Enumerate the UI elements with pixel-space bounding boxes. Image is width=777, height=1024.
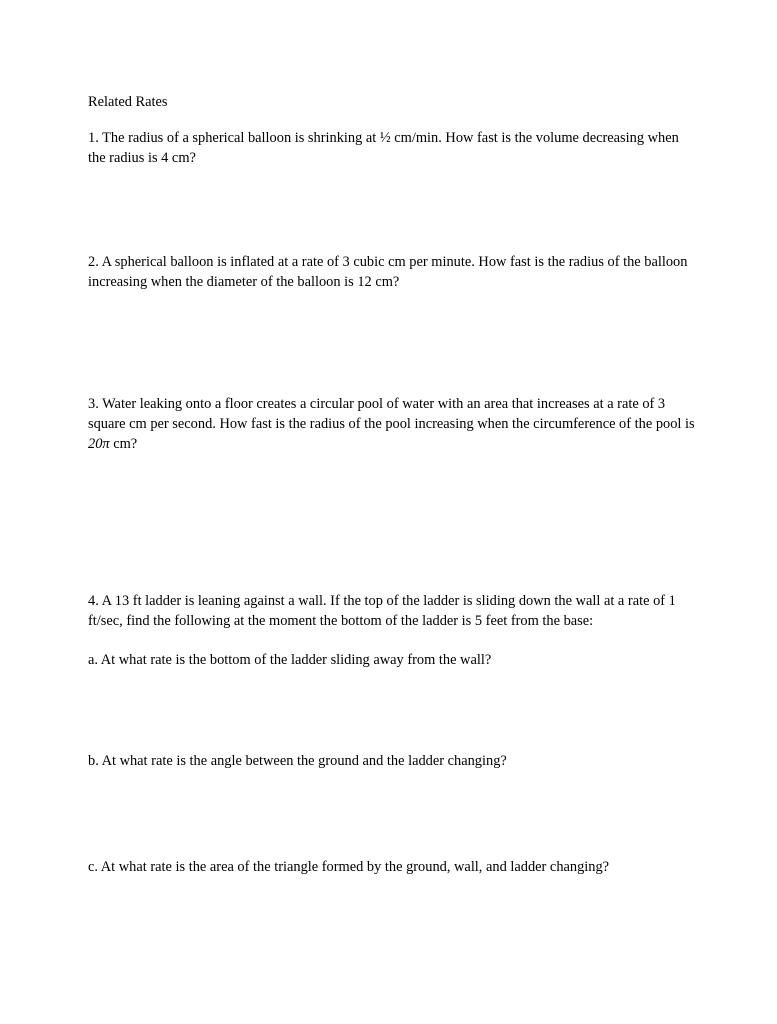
problem-4-part-b: b. At what rate is the angle between the ground and the ladder changing?: [88, 753, 507, 769]
document-title: Related Rates: [88, 94, 168, 110]
problem-3-text: 3. Water leaking onto a floor creates a circular pool of water with an area that increases at a rate of 3 square cm per second. How fast is the radius of the pool increasing when the circumference of the pool is: [88, 396, 695, 432]
problem-3-math: 20π: [88, 436, 110, 452]
problem-4-part-a: a. At what rate is the bottom of the ladder sliding away from the wall?: [88, 652, 492, 668]
problem-4: 4. A 13 ft ladder is leaning against a wall. If the top of the ladder is sliding down the wall at a rate of 1 ft/sec, find the following at the moment the bottom of the ladder is 5 feet from the base:: [88, 593, 676, 629]
problem-2: 2. A spherical balloon is inflated at a rate of 3 cubic cm per minute. How fast is the radius of the balloon increasing when the diameter of the balloon is 12 cm?: [88, 254, 688, 290]
problem-3-unit: cm?: [109, 436, 138, 452]
problem-1: 1. The radius of a spherical balloon is shrinking at ½ cm/min. How fast is the volume decreasing when the radius is 4 cm?: [88, 130, 679, 166]
problem-4-part-c: c. At what rate is the area of the triangle formed by the ground, wall, and ladder changing?: [88, 859, 610, 875]
problem-3: [88, 394, 698, 454]
